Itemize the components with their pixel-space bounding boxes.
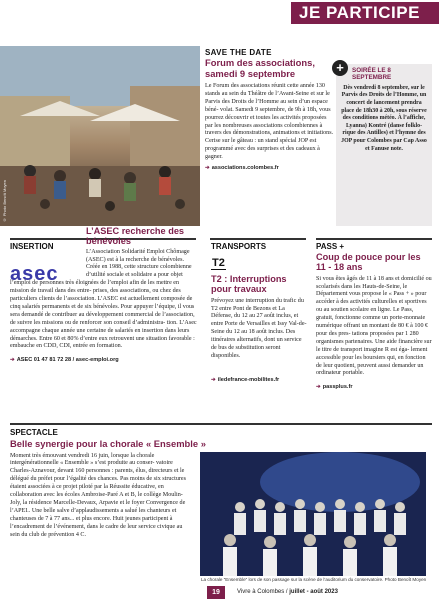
footer-issue: juillet - août 2023 (289, 589, 338, 595)
arrow-icon: ➔ (316, 384, 321, 391)
pass-article (316, 247, 432, 390)
insertion-label: INSERTION (10, 242, 54, 251)
spectacle-article (10, 433, 206, 539)
page-number: 19 (207, 586, 225, 599)
t2-badge: T2 (212, 257, 225, 269)
forum-kicker: SAVE THE DATE (205, 48, 272, 57)
arrow-icon: ➔ (211, 376, 216, 383)
forum-title: Forum des associations, samedi 9 septembre (205, 57, 315, 79)
pass-label: PASS + (316, 242, 345, 251)
insertion-article (10, 226, 198, 364)
transports-label: TRANSPORTS (211, 242, 267, 251)
page-header (0, 0, 439, 24)
spectacle-body: Moment très émouvant vendredi 16 juin, lorsque la chorale intergénérationnelle « Ensemble » s’est produite au conser- vatoire Charles-Aznavour, devant 160 personnes : parents, élus, directeurs et le délégué du préfet pour l’égalité des chances. Pas moins de six structures étaient associées à ce projet piloté par la Réussite éducative, en collaboration avec les écoles Ambroise-Paré A et B, le collège Moulin-Joly, la résidence Marcelle-Devaux, Arpavie et le foyer Convergence de l’APEI.. Une belle salve d’applaudissements a salué les chanteurs et chanteuses de 7 à 77 ans... et plus encore. Huit jeunes participent à l’encadrement de l’événement, dans le cadre de leur service civique au sein du club de prévention 4 C. (10, 452, 186, 538)
page-footer (0, 586, 439, 599)
soiree-body: Dès vendredi 8 septembre, sur le Parvis des Droits de l’Homme, un concert de lancement prendra place de 18h30 à 20h, sous réserve des conditions météo. À l’affiche, Lyanna) Kontré (danse folklo- rique des Antilles) et l’hymne des JOP pour Colombes par Cap Asso et Fanuse note. (341, 84, 427, 152)
arrow-icon: ➔ (205, 165, 210, 172)
transports-title: T2 : Interruptions pour travaux (211, 274, 287, 295)
arrow-icon: ➔ (10, 357, 15, 364)
soiree-title: SOIRÉE LE 8 SEPTEMBRE (352, 67, 392, 82)
pass-link-text[interactable]: passplus.fr (322, 384, 353, 391)
transports-article (211, 247, 307, 383)
pass-body: Si vous êtes âgés de 11 à 18 ans et domicilié ou scolarisés dans les Hauts-de-Seine, le Département vous propose le « Pass + » pour accéder à des activités culturelles et sportives ou au soutien scolaire en ligne. Le Pass, gratuit, fonctionne comme un porte-monnaie numérique offrant un montant de 80 € à 100 € pour des pres- tations proposées par 1 280 organismes partenaires. Une aide financière sur le titre de transport imagine R est éga- lement accessible pour les boursiers qui, en fonction de leur quotient, peuvent aussi demander un ordinateur portable. (316, 275, 432, 377)
plus-icon: + (332, 60, 348, 76)
transports-rule (210, 238, 306, 240)
forum-article (205, 48, 334, 171)
spectacle-label: SPECTACLE (10, 428, 58, 437)
insertion-link-text[interactable]: ASEC 01 47 81 72 28 / asec-emploi.org (16, 357, 119, 364)
chorale-photo-illustration (200, 452, 426, 576)
forum-photo (0, 46, 200, 226)
photo-credit: © Photo Benoît Moyen (2, 179, 7, 222)
footer-publication (237, 589, 338, 595)
forum-photo-illustration (0, 46, 200, 226)
pass-link[interactable] (316, 384, 432, 390)
insertion-title: L’ASEC recherche des bénévoles (86, 226, 185, 247)
spectacle-rule (10, 423, 432, 425)
insertion-body-intro: L’Association Solidarité Emploi Chômage (ASEC) est à la recherche de bénévoles. Créée en 1988, cette structure colombienne d’utilité sociale et solidaire a pour objet (86, 248, 192, 279)
asec-logo: asec (10, 263, 59, 285)
pass-rule (316, 238, 432, 240)
pass-title: Coup de pouce pour les 11 - 18 ans (316, 252, 421, 273)
soiree-box (336, 64, 432, 226)
transports-link[interactable] (211, 377, 307, 383)
spectacle-title: Belle synergie pour la chorale « Ensemble » (10, 438, 206, 449)
forum-body: Le Forum des associations réunit cette année 130 stands au sein du Théâtre de l’Avant-Seine et sur le Parvis des Droits de l’Homme au sein d’un espace béné- volat. Samedi 9 septembre, de 9h à 18h, vous pourrez découvrir et toutes les activités proposées par les nombreuses associations colombiennes à travers des démonstrations, animations et initiations. Cerise sur le gâteau : un stand spécial JOP est programmé avec des surprises et des cadeaux à gagner. (205, 83, 334, 161)
insertion-link[interactable] (10, 357, 198, 363)
forum-link-text[interactable]: associations.colombes.fr (211, 165, 279, 172)
transports-body: Prévoyez une interruption du trafic du T2 entre Pont de Bezons et La Défense, du 12 au 27 août inclus, et entre Porte de Versailles et Issy Val-de-Seine du 12 au 18 août inclus. Des itinéraires alternatifs, dont un service de bus de substitution seront disponibles. (211, 297, 307, 359)
insertion-body: l’emploi de personnes très éloignées de l’emploi afin de les mettre en mission de travail dans des entre- prises, des associations, ou chez des particuliers clients de l’association. L’ASEC est actuellement composée de cinq salariés permanents et de six bénévoles. Pour appuyer l’équipe, il vous sera demandé de contribuer au développement commercial de l’association, de suivre les missions ou de renforcer son conseil d’administra- tion. L’Asec accompagne chaque année une certaine de salariés en insertion dans leurs démarches. Entre 60 et 80% d’entre eux retrouvent une situation favorable : embauche en CDD, CDI, entrée en formation. (10, 280, 197, 350)
section-title: JE PARTICIPE (291, 2, 439, 24)
transports-link-text[interactable]: iledefrance-mobilites.fr (217, 376, 280, 383)
footer-publication-name: Vivre à Colombes / (237, 589, 290, 595)
forum-link[interactable] (205, 165, 334, 171)
chorale-photo (200, 452, 426, 576)
chorale-caption: La chorale “Ensemble” lors de son passage sur la scène de l’auditorium du conservatoire. Photo Benoît Moyen (201, 577, 427, 582)
